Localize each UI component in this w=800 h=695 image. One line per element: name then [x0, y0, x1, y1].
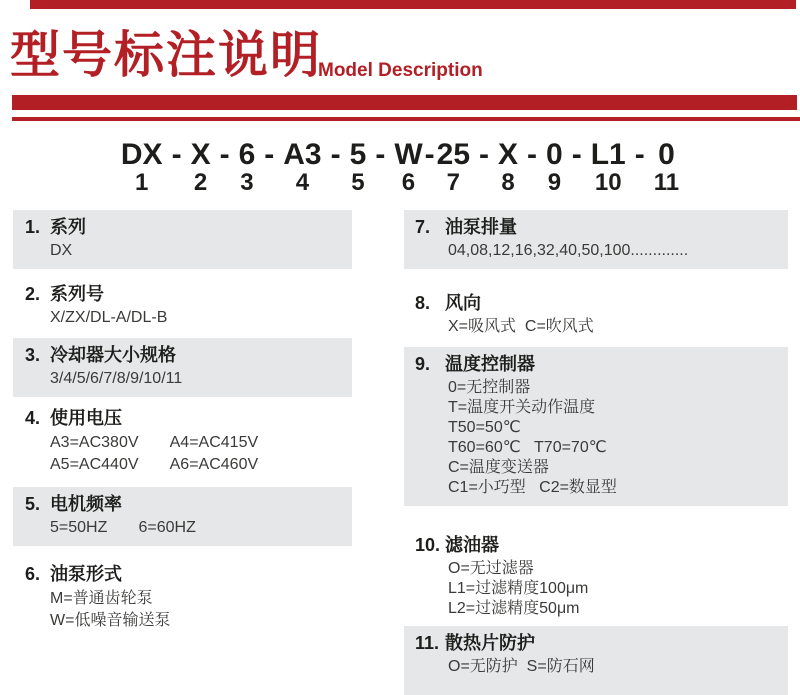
item-number: 10.	[415, 535, 441, 555]
item-values	[404, 378, 788, 498]
code-dash: -	[219, 138, 230, 171]
code-position: 4	[295, 169, 310, 196]
item-values	[13, 241, 352, 261]
item-value-line: 0=无控制器	[448, 379, 531, 396]
item-label: 滤油器	[445, 535, 499, 555]
item-value-line: C=温度变送器	[448, 459, 549, 476]
code-position: 9	[547, 169, 562, 196]
item-label: 温度控制器	[445, 354, 535, 374]
item-number: 11.	[415, 633, 440, 653]
code-position: 8	[501, 169, 515, 196]
item-value-line: 3/4/5/6/7/8/9/10/11	[50, 370, 183, 387]
item-value-line: X=吸风式 C=吹风式	[448, 318, 594, 335]
item-value-line: C1=小巧型 C2=数显型	[448, 479, 617, 496]
item-label: 系列	[50, 217, 86, 237]
divider-thin	[12, 117, 800, 121]
code-value: X	[498, 138, 519, 171]
code-position: 11	[653, 169, 680, 196]
item-value-line: T60=60℃ T70=70℃	[448, 439, 607, 456]
item-value-line: O=无过滤器	[448, 560, 534, 577]
code-dash: -	[330, 138, 341, 171]
item-label: 冷却器大小规格	[50, 345, 176, 365]
page-title: 型号标注说明	[10, 27, 322, 83]
item-title	[404, 217, 788, 238]
code-value: W	[394, 138, 423, 171]
code-segment	[239, 139, 256, 196]
item-values	[404, 559, 788, 619]
item-value-line: A5=AC440V A6=AC460V	[50, 456, 259, 473]
item-title	[404, 633, 788, 654]
code-value: 0	[546, 138, 563, 171]
code-value: 25	[436, 138, 471, 171]
code-dash: -	[571, 138, 582, 171]
item-title	[404, 293, 788, 314]
code-segment	[498, 139, 518, 196]
code-segment	[394, 139, 422, 196]
item-number: 2.	[25, 284, 41, 304]
code-dash: -	[264, 138, 275, 171]
item-number: 4.	[25, 408, 41, 428]
model-item-10-oil-filter	[404, 528, 788, 627]
item-value-line: T=温度开关动作温度	[448, 399, 596, 416]
code-value: 0	[658, 138, 675, 171]
code-segment	[546, 139, 563, 196]
item-title	[13, 284, 352, 305]
item-value-line: 04,08,12,16,32,40,50,100.............	[448, 242, 689, 259]
model-item-6-pump-type	[13, 557, 352, 640]
code-value: L1	[590, 138, 626, 171]
item-number: 7.	[415, 217, 431, 237]
code-position: 5	[351, 169, 365, 196]
item-value-line: M=普通齿轮泵	[50, 590, 153, 607]
item-title	[13, 494, 352, 515]
item-label: 油泵形式	[50, 564, 122, 584]
code-position: 10	[594, 169, 622, 196]
divider-thick	[12, 95, 797, 110]
item-value-line: 5=50HZ 6=60HZ	[50, 519, 196, 536]
code-position: 3	[240, 169, 254, 196]
item-title	[13, 345, 352, 366]
item-title	[13, 217, 352, 238]
item-values	[13, 308, 352, 328]
item-label: 散热片防护	[445, 633, 535, 653]
code-dash: -	[171, 138, 182, 171]
model-item-8-air-direction	[404, 286, 788, 345]
page-subtitle: Model Description	[318, 60, 483, 81]
item-label: 风向	[445, 293, 481, 313]
item-values	[13, 432, 352, 476]
model-code	[0, 139, 800, 196]
model-item-1-series	[13, 210, 352, 269]
top-red-strip	[30, 0, 796, 9]
item-number: 9.	[415, 354, 431, 374]
item-value-line: A3=AC380V A4=AC415V	[50, 434, 259, 451]
code-value: DX	[120, 138, 163, 171]
code-segment	[350, 139, 367, 196]
item-values	[404, 317, 788, 337]
item-number: 6.	[25, 564, 41, 584]
code-segment	[121, 139, 163, 196]
item-label: 系列号	[50, 284, 104, 304]
model-item-3-cooler-size	[13, 338, 352, 397]
item-label: 使用电压	[50, 408, 122, 428]
item-value-line: T50=50℃	[448, 419, 521, 436]
code-dash: -	[634, 138, 645, 171]
model-item-5-motor-frequency	[13, 487, 352, 546]
code-dash: -	[479, 138, 490, 171]
item-title	[13, 564, 352, 585]
code-segment	[437, 139, 470, 196]
item-value-line: L1=过滤精度100μm	[448, 580, 589, 597]
model-item-7-pump-displacement	[404, 210, 788, 269]
item-values	[13, 588, 352, 632]
code-segment	[654, 139, 679, 196]
code-segment	[591, 139, 626, 196]
item-label: 电机频率	[50, 494, 122, 514]
item-value-line: X/ZX/DL-A/DL-B	[50, 309, 168, 326]
item-value-line: W=低噪音输送泵	[50, 612, 171, 629]
code-dash: -	[527, 138, 538, 171]
item-values	[404, 241, 788, 261]
item-number: 5.	[25, 494, 41, 514]
item-title	[13, 408, 352, 429]
code-value: 6	[238, 138, 256, 171]
model-item-2-series-number	[13, 277, 352, 336]
model-item-9-temperature-controller	[404, 347, 788, 506]
code-position: 2	[193, 169, 208, 196]
item-number: 1.	[25, 217, 41, 237]
item-label: 油泵排量	[445, 217, 517, 237]
model-item-4-voltage	[13, 401, 352, 484]
code-position: 7	[446, 169, 460, 196]
item-values	[13, 518, 352, 538]
item-number: 8.	[415, 293, 431, 313]
code-position: 1	[135, 169, 149, 196]
code-position: 6	[401, 169, 416, 196]
code-dash: -	[424, 138, 435, 171]
code-segment	[191, 139, 211, 196]
code-value: A3	[283, 138, 322, 171]
code-value: X	[190, 138, 211, 171]
item-title	[404, 354, 788, 375]
code-dash: -	[375, 138, 386, 171]
item-number: 3.	[25, 345, 41, 365]
item-values	[404, 657, 788, 677]
item-value-line: O=无防护 S=防石网	[448, 658, 595, 675]
model-item-11-fin-protection	[404, 626, 788, 695]
item-value-line: DX	[50, 242, 73, 259]
item-values	[13, 369, 352, 389]
code-value: 5	[349, 138, 367, 171]
item-value-line: L2=过滤精度50μm	[448, 600, 580, 617]
code-segment	[283, 139, 321, 196]
item-title	[404, 535, 788, 556]
